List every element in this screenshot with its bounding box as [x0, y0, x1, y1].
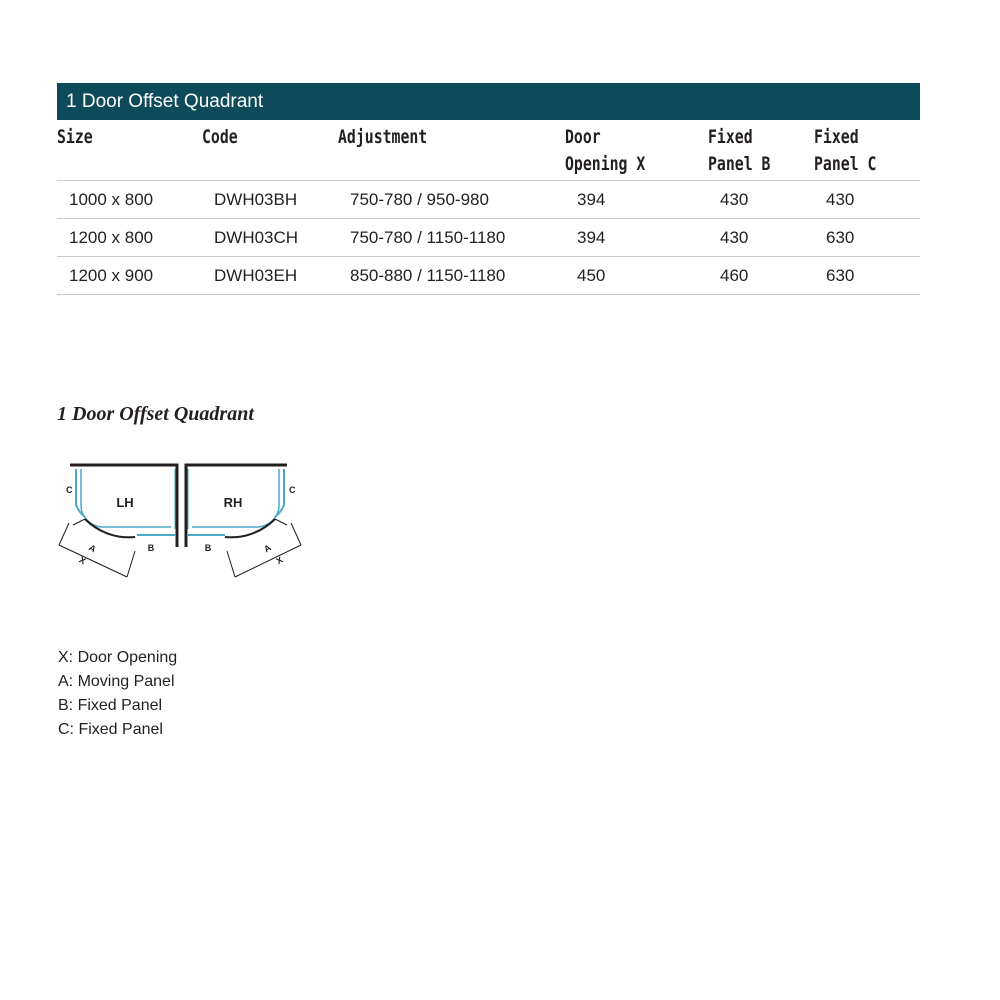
- lh-door-a: [85, 519, 135, 537]
- rh-dimension-tick: [291, 523, 301, 545]
- rh-label: RH: [223, 495, 243, 510]
- cell-size: 1200 x 900: [69, 266, 154, 285]
- header-adjustment: Adjustment: [338, 126, 428, 148]
- table-row: [0, 181, 1000, 219]
- header-fixed-panel-c: Fixed Panel C: [814, 126, 877, 175]
- lh-unit: [59, 465, 177, 577]
- lh-c-label: C: [66, 485, 73, 495]
- cell-code: DWH03EH: [214, 266, 298, 285]
- rh-c-label: C: [289, 485, 296, 495]
- lh-x-label: X: [77, 554, 88, 567]
- cell-fixed-panel-b: 430: [720, 228, 749, 247]
- cell-fixed-panel-b: 460: [720, 266, 749, 285]
- table-row: [0, 219, 1000, 257]
- rh-dimension-tick: [227, 551, 235, 577]
- lh-arrow-line: [73, 519, 85, 525]
- cell-fixed-panel-b: 430: [720, 190, 749, 209]
- rh-b-label: B: [204, 543, 212, 553]
- table-row: [0, 257, 1000, 295]
- diagram-legend: [58, 646, 177, 742]
- row-divider: [57, 294, 920, 295]
- lh-a-label: A: [87, 542, 98, 555]
- header-size: Size: [57, 126, 93, 148]
- rh-a-label: A: [262, 542, 273, 555]
- lh-dimension-tick: [127, 551, 135, 577]
- table-title-banner: 1 Door Offset Quadrant: [57, 83, 920, 120]
- rh-arrow-line: [275, 519, 287, 525]
- lh-label: LH: [116, 495, 134, 510]
- cell-fixed-panel-c: 630: [826, 228, 855, 247]
- cell-fixed-panel-c: 630: [826, 266, 855, 285]
- cell-code: DWH03BH: [214, 190, 298, 209]
- header-door-opening-x: Door Opening X: [565, 126, 646, 175]
- cell-code: DWH03CH: [214, 228, 299, 247]
- legend-item-x: X: Door Opening: [58, 649, 178, 666]
- legend-item-b: B: Fixed Panel: [58, 697, 163, 714]
- diagram-title: 1 Door Offset Quadrant: [57, 403, 254, 425]
- header-fixed-panel-b: Fixed Panel B: [708, 126, 771, 175]
- cell-size: 1200 x 800: [69, 228, 154, 247]
- lh-b-label: B: [147, 543, 155, 553]
- cell-door-opening: 394: [577, 228, 606, 247]
- rh-door-a: [225, 519, 275, 537]
- cell-adjustment: 750-780 / 950-980: [350, 190, 489, 209]
- cell-fixed-panel-c: 430: [826, 190, 855, 209]
- cell-size: 1000 x 800: [69, 190, 154, 209]
- legend-item-a: A: Moving Panel: [58, 673, 175, 690]
- header-code: Code: [202, 126, 238, 148]
- cell-adjustment: 750-780 / 1150-1180: [350, 228, 506, 247]
- cell-adjustment: 850-880 / 1150-1180: [350, 266, 506, 285]
- cell-door-opening: 450: [577, 266, 606, 285]
- table-header-row: [0, 120, 1000, 181]
- rh-x-label: X: [274, 554, 285, 567]
- legend-item-c: C: Fixed Panel: [58, 721, 163, 738]
- lh-dimension-tick: [59, 523, 69, 545]
- rh-unit: [186, 465, 301, 577]
- quadrant-diagram: [55, 455, 315, 585]
- cell-door-opening: 394: [577, 190, 606, 209]
